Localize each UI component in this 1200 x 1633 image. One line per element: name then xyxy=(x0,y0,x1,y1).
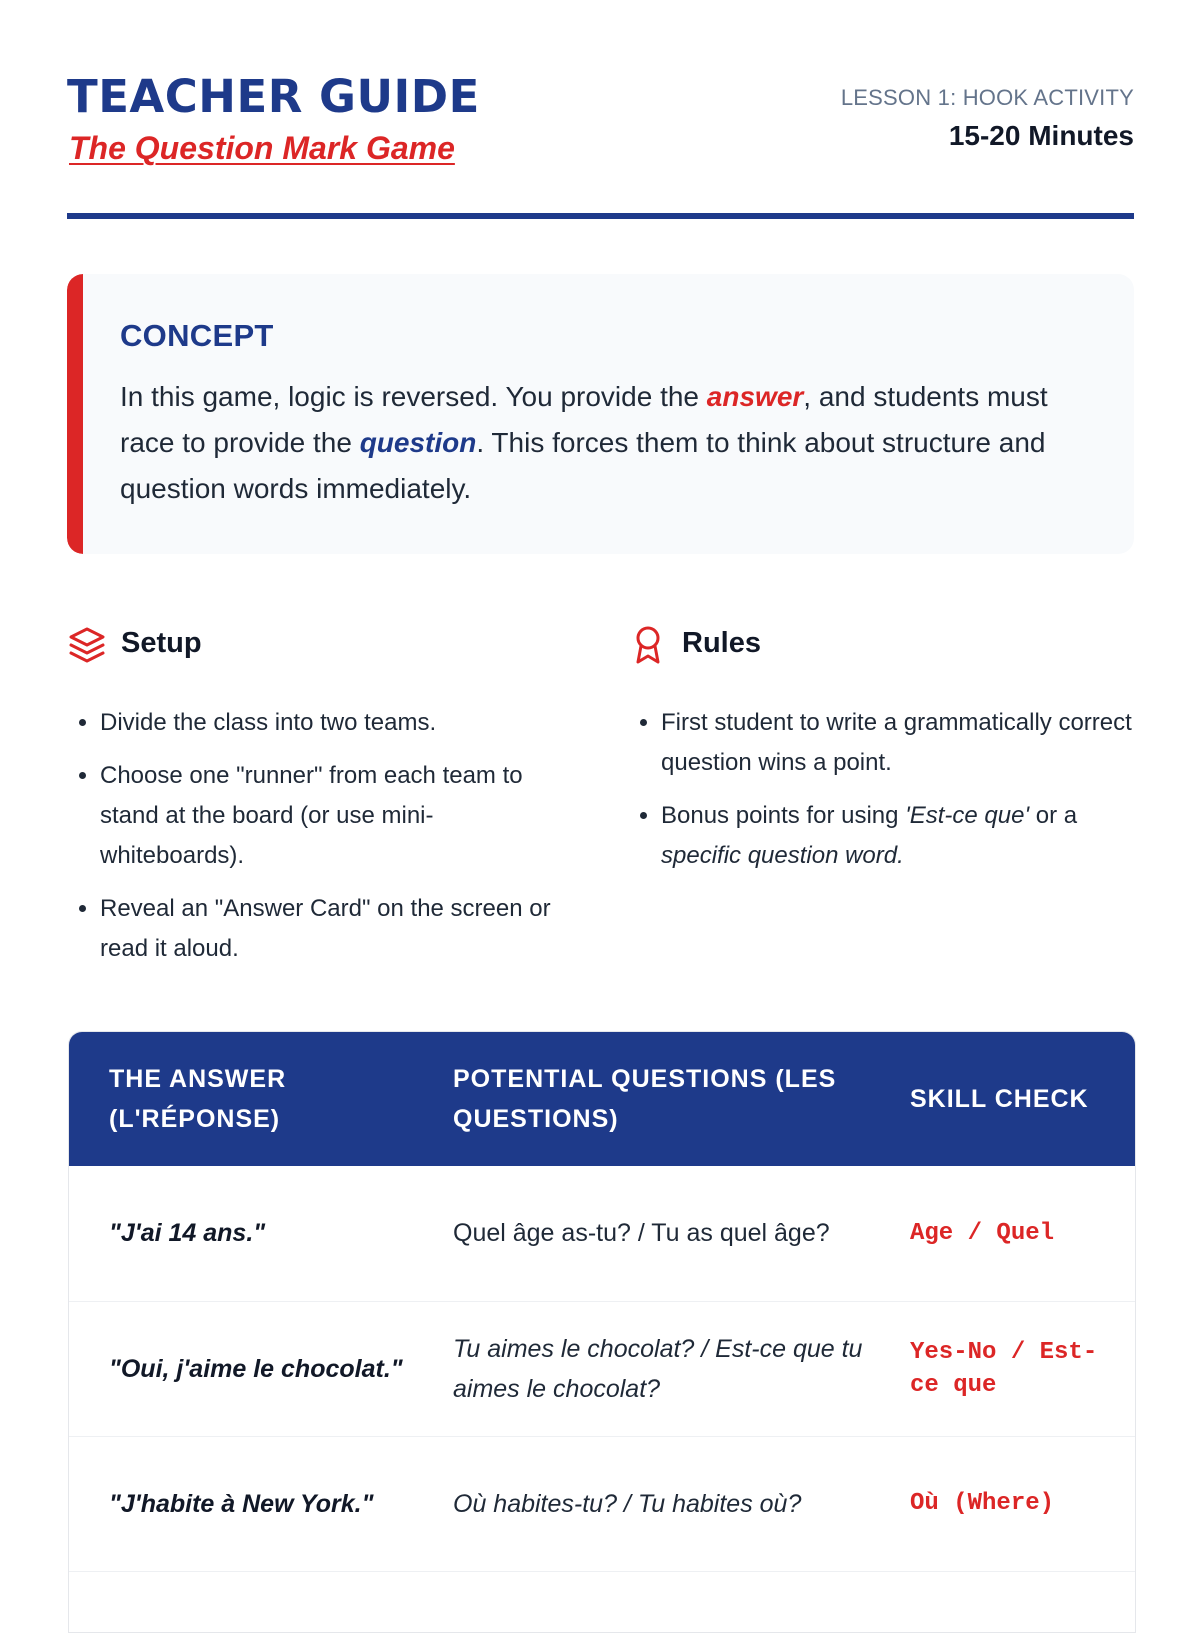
rules-title: Rules xyxy=(682,627,761,659)
column-header-questions: POTENTIAL QUESTIONS (LES QUESTIONS) xyxy=(453,1065,837,1133)
answer-cell xyxy=(69,1571,433,1633)
list-item: • Choose one "runner" from each team to stand at the board (or use mini-whiteboards). xyxy=(100,756,570,876)
rules-list xyxy=(628,703,1138,876)
page-title: TEACHER GUIDE xyxy=(67,70,480,123)
list-item: • Divide the class into two teams. xyxy=(100,703,570,743)
list-item: • Reveal an "Answer Card" on the screen or read it aloud. xyxy=(100,889,570,969)
concept-callout xyxy=(67,274,1134,554)
concept-text-part: In this game, logic is reversed. You provide the xyxy=(120,381,707,412)
table-body xyxy=(69,1166,1135,1633)
skill-cell: Où (Where) xyxy=(890,1436,1135,1571)
answer-cell: "Oui, j'aime le chocolat." xyxy=(69,1301,433,1436)
skill-cell xyxy=(890,1571,1135,1633)
header-divider xyxy=(67,213,1134,219)
rules-text-part: Bonus points for using xyxy=(661,802,906,829)
questions-cell: Quel âge as-tu? / Tu as quel âge? xyxy=(433,1166,890,1301)
layers-icon xyxy=(67,625,107,665)
table-row xyxy=(69,1436,1135,1571)
rules-text-part: or a xyxy=(1029,802,1078,829)
concept-question-word: question xyxy=(359,427,477,458)
lesson-label: LESSON 1: HOOK ACTIVITY xyxy=(840,85,1134,110)
table-header xyxy=(69,1032,1135,1166)
setup-title: Setup xyxy=(121,627,202,659)
header xyxy=(67,70,1134,220)
setup-section xyxy=(67,625,577,982)
rules-emphasis: specific question word. xyxy=(661,842,904,869)
rules-section xyxy=(628,625,1138,889)
table-row xyxy=(69,1301,1135,1436)
award-ribbon-icon xyxy=(628,625,668,665)
questions-cell: Tu aimes le chocolat? / Est-ce que tu aimes le chocolat? xyxy=(433,1301,890,1436)
list-item: • First student to write a grammatically correct question wins a point. xyxy=(661,703,1141,783)
concept-text-part: . This forces them to think about structure and question words immediately. xyxy=(120,427,1046,504)
page-subtitle: The Question Mark Game xyxy=(69,130,455,166)
column-header-skill: SKILL CHECK xyxy=(910,1085,1089,1113)
setup-heading xyxy=(67,625,577,665)
column-header-answer: THE ANSWER (L'RÉPONSE) xyxy=(109,1065,287,1133)
answers-table xyxy=(68,1031,1136,1633)
table-row xyxy=(69,1571,1135,1633)
concept-answer-word: answer xyxy=(706,381,804,412)
skill-cell: Yes-No / Est-ce que xyxy=(890,1301,1135,1436)
duration-label: 15-20 Minutes xyxy=(948,120,1134,151)
table-row xyxy=(69,1166,1135,1301)
concept-text-part: , and students must race to provide the xyxy=(120,381,1048,458)
list-item xyxy=(661,796,1141,876)
skill-cell: Age / Quel xyxy=(890,1166,1135,1301)
table xyxy=(69,1032,1135,1633)
answer-cell: "J'habite à New York." xyxy=(69,1436,433,1571)
answer-cell: "J'ai 14 ans." xyxy=(69,1166,433,1301)
concept-title: CONCEPT xyxy=(120,318,274,353)
questions-cell: Où habites-tu? / Tu habites où? xyxy=(433,1436,890,1571)
setup-list xyxy=(67,703,577,969)
questions-cell xyxy=(433,1571,890,1633)
concept-text xyxy=(120,374,1080,512)
rules-heading xyxy=(628,625,1138,665)
concept-accent-bar xyxy=(67,274,83,554)
table-header-row xyxy=(69,1032,1135,1166)
rules-emphasis: 'Est-ce que' xyxy=(905,802,1030,829)
